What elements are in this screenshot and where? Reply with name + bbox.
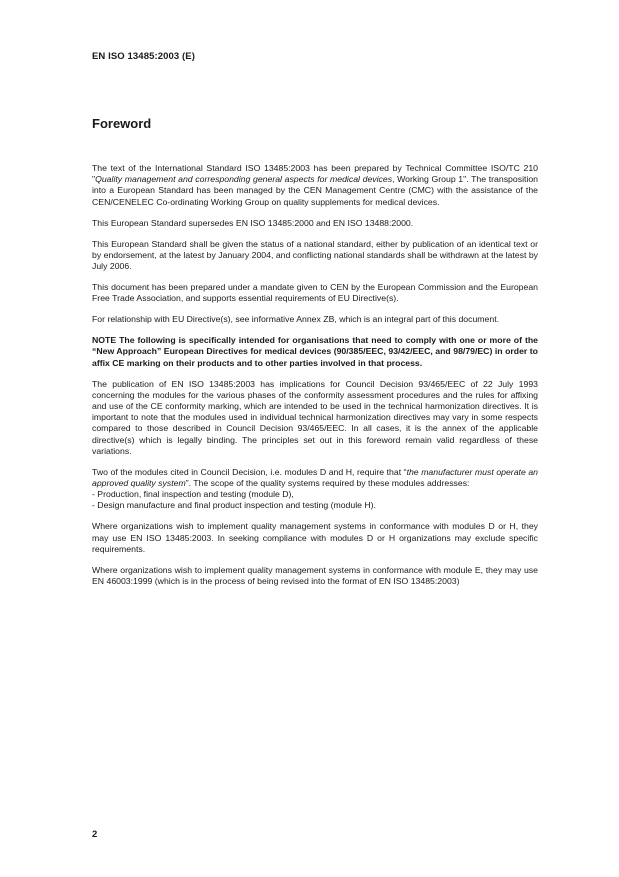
- note-paragraph: NOTE The following is specifically intended for organisations that need to comply with one or more of the “New Approach” European Directives for medical devices (90/385/EEC, 93/42/EEC, and 98/79/EC) in order to affix CE marking on their products and to other parties involved in that process.: [92, 335, 538, 368]
- section-title: Foreword: [92, 116, 152, 131]
- paragraph-national-status: This European Standard shall be given the status of a national standard, either by publication of an identical text or by endorsement, at the latest by January 2004, and conflicting national standards shall be withdrawn at the latest by July 2006.: [92, 238, 538, 272]
- paragraph-modules-d-h: [92, 467, 538, 512]
- list-item-module-h: - Design manufacture and final product inspection and testing (module H).: [92, 500, 376, 511]
- quality-system-quote-italic: the manufacturer must operate an approved quality system: [92, 466, 538, 489]
- committee-title-italic: Quality management and corresponding general aspects for medical devices: [95, 174, 393, 185]
- paragraph-modules-conformance: Where organizations wish to implement quality management systems in conformance with modules D or H, they may use EN ISO 13485:2003. In seeking compliance with modules D or H organizations may exclude specific requirements.: [92, 521, 538, 554]
- list-item-module-d: - Production, final inspection and testing (module D),: [92, 489, 294, 500]
- paragraph-modules-end: ”. The scope of the quality systems required by these modules addresses:: [185, 478, 470, 489]
- paragraph-mandate: This document has been prepared under a mandate given to CEN by the European Commission and the European Free Trade Association, and supports essential requirements of EU Directive(s).: [92, 282, 538, 304]
- paragraph-iso-preparation-end: , Working Group 1". The transposition into a European Standard has been managed by the CEN Management Centre (CMC) with the assistance of the CEN/CENELEC Co-ordinating Working Group on quality supplements for medical devices.: [92, 174, 539, 207]
- document-id-header: EN ISO 13485:2003 (E): [92, 51, 195, 62]
- paragraph-council-decision: The publication of EN ISO 13485:2003 has implications for Council Decision 93/465/EEC of 22 July 1993 concerning the modules for the various phases of the conformity assessment procedures and the rules for affixing and use of the CE conformity marking, which are intended to be used in the technical harmonization directives. It is important to note that the modules used in individual technical harmonization directives may vary in some respects compared to those described in Council Decision 93/465/EEC. In all cases, it is the annex of the applicable directive(s) which is legally binding. The principles set out in this foreword remain valid regardless of these variations.: [92, 378, 538, 456]
- paragraph-supersedes: This European Standard supersedes EN ISO 13485:2000 and EN ISO 13488:2000.: [92, 217, 414, 228]
- paragraph-annex-zb: For relationship with EU Directive(s), see informative Annex ZB, which is an integral part of this document.: [92, 314, 500, 325]
- paragraph-modules-start: Two of the modules cited in Council Decision, i.e. modules D and H, require that “: [92, 466, 407, 477]
- paragraph-module-e: Where organizations wish to implement quality management systems in conformance with module E, they may use EN 46003:1999 (which is in the process of being revised into the format of EN ISO 13485:2003): [92, 564, 538, 587]
- foreword-body: [92, 163, 538, 597]
- paragraph-iso-preparation-start: The text of the International Standard ISO 13485:2003 has been prepared by Technical Committee ISO/TC 210 ": [92, 163, 538, 185]
- paragraph-iso-preparation: [92, 163, 538, 208]
- page-number: 2: [92, 829, 98, 840]
